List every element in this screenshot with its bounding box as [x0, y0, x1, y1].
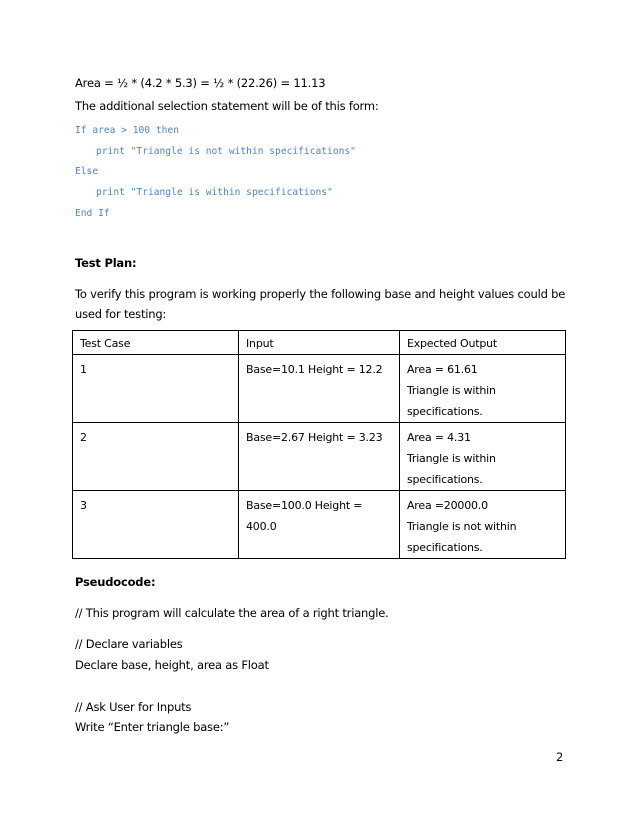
expected-result-line2: specifications. — [406, 541, 483, 554]
table-row — [73, 491, 566, 559]
table-row — [73, 423, 566, 491]
expected-result-line1: Triangle is not within — [406, 520, 517, 533]
test-plan-table — [72, 330, 566, 559]
expected-result-line2: specifications. — [406, 405, 483, 418]
test-plan-intro-line1: To verify this program is working properly the following base and height values could be — [75, 287, 566, 301]
selection-intro-text: The additional selection statement will be of this form: — [75, 99, 379, 113]
pseudocode-heading: Pseudocode: — [75, 575, 156, 589]
expected-area: Area = 61.61 — [406, 363, 478, 376]
code-line-else: Else — [75, 166, 99, 177]
code-line-print-within: print "Triangle is within specifications" — [96, 187, 333, 198]
code-line-if: If area > 100 then — [75, 125, 179, 136]
pseudocode-comment-inputs: // Ask User for Inputs — [75, 700, 192, 714]
pseudocode-declare-line: Declare base, height, area as Float — [75, 658, 269, 672]
area-calculation-line: Area = ½ * (4.2 * 5.3) = ½ * (22.26) = 11.13 — [75, 76, 326, 90]
table-header-expected-output: Expected Output — [399, 331, 565, 355]
table-cell-input: Base=2.67 Height = 3.23 — [239, 423, 400, 491]
table-header-test-case: Test Case — [73, 331, 239, 355]
table-header-row — [73, 331, 566, 355]
expected-result-line2: specifications. — [406, 473, 483, 486]
table-cell-input: Base=10.1 Height = 12.2 — [239, 355, 400, 423]
table-cell-input: Base=100.0 Height = 400.0 — [239, 491, 400, 559]
pseudocode-comment-declare: // Declare variables — [75, 637, 183, 651]
table-cell-expected — [399, 491, 565, 559]
test-plan-heading: Test Plan: — [75, 256, 137, 270]
table-cell-expected — [399, 423, 565, 491]
pseudocode-write-line: Write “Enter triangle base:” — [75, 720, 230, 734]
code-line-end-if: End If — [75, 208, 110, 219]
table-cell-case: 2 — [73, 423, 239, 491]
table-cell-case: 1 — [73, 355, 239, 423]
expected-area: Area = 4.31 — [406, 431, 471, 444]
table-row — [73, 355, 566, 423]
page-number: 2 — [556, 750, 564, 764]
table-cell-expected — [399, 355, 565, 423]
pseudocode-comment-purpose: // This program will calculate the area of a right triangle. — [75, 606, 389, 620]
expected-area: Area =20000.0 — [406, 499, 488, 512]
table-header-input: Input — [239, 331, 400, 355]
expected-result-line1: Triangle is within — [406, 384, 496, 397]
test-plan-intro-line2: used for testing: — [75, 307, 167, 321]
table-cell-case: 3 — [73, 491, 239, 559]
expected-result-line1: Triangle is within — [406, 452, 496, 465]
code-line-print-not-within: print "Triangle is not within specifications" — [96, 146, 356, 157]
